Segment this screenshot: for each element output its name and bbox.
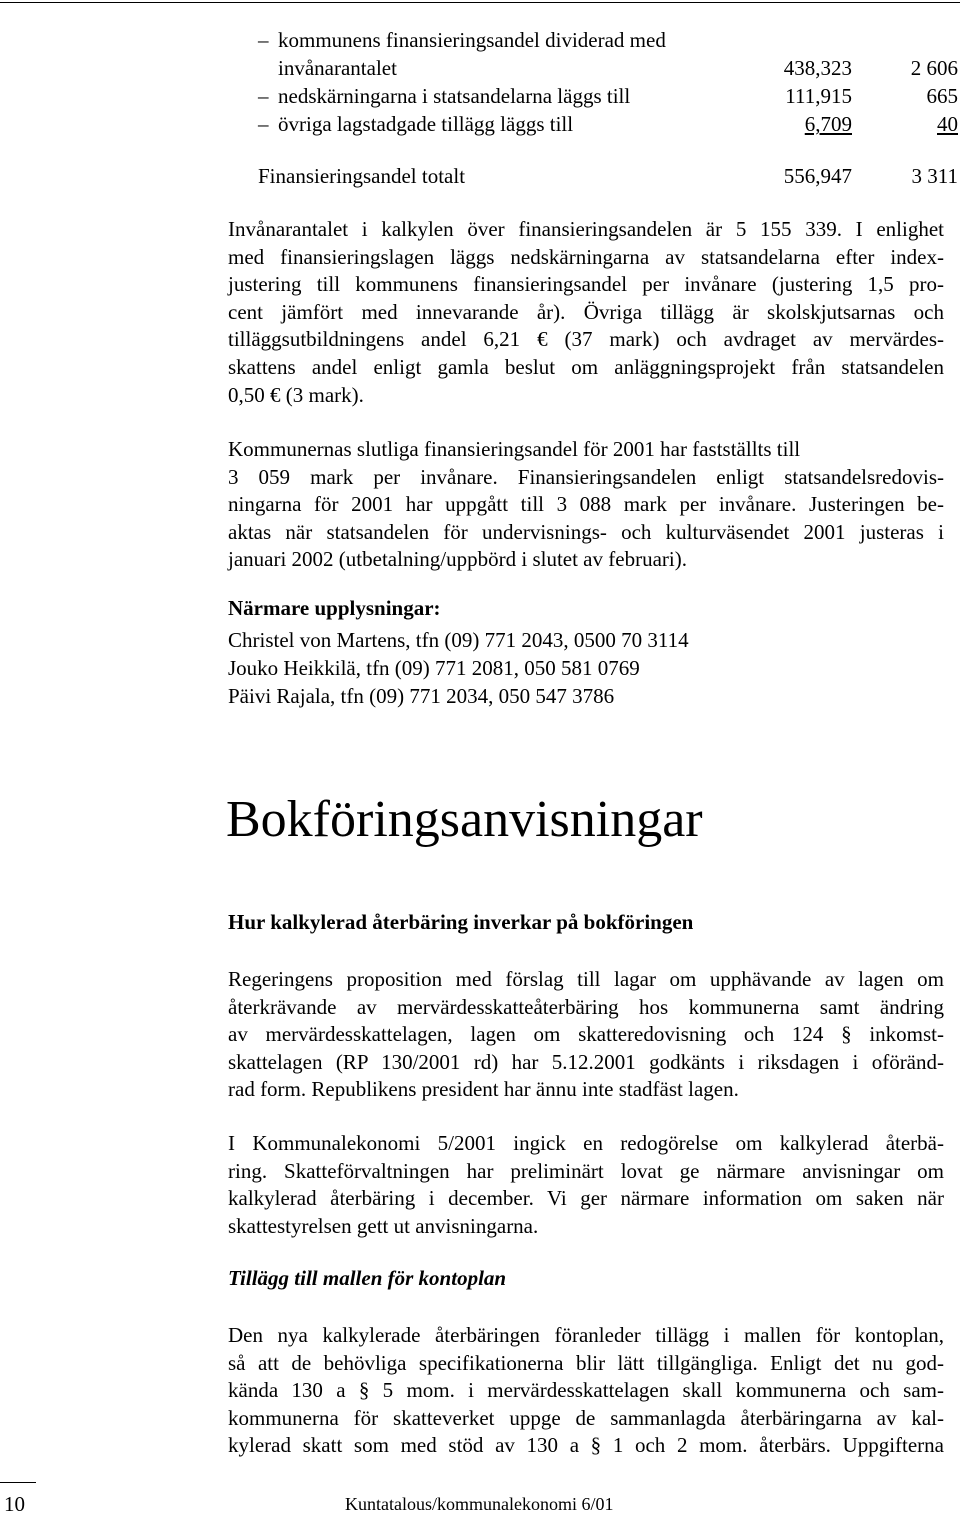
contact-line: Jouko Heikkilä, tfn (09) 771 2081, 050 581 0769 bbox=[228, 656, 640, 680]
paragraph-line: kommunerna för skatteverket uppge de sammanlagda återbäringarna av kal- bbox=[228, 1405, 944, 1430]
paragraph-line: skattelagen (RP 130/2001 rd) har 5.12.2001 godkänts i riksdagen i oföränd- bbox=[228, 1049, 944, 1074]
row-value-1: 6,709 bbox=[804, 112, 852, 136]
row-label: kommunens finansieringsandel dividerad med bbox=[278, 28, 666, 52]
paragraph-line: aktas när statsandelen för undervisnings- och kulturväsendet 2001 justeras i bbox=[228, 519, 944, 544]
paragraph-line: så att de behövliga specifikationerna blir lätt tillgängliga. Enligt det nu god- bbox=[228, 1350, 944, 1375]
paragraph-line: kylerad skatt som med stöd av 130 a § 1 och 2 mom. återbärs. Uppgifterna bbox=[228, 1433, 944, 1458]
paragraph-final-share bbox=[228, 436, 944, 574]
row-value-2: 2 606 bbox=[910, 56, 958, 80]
paragraph-line: skattestyrelsen gett ut anvisningarna. bbox=[228, 1213, 539, 1238]
paragraph-line: cent jämfört med innevarande år). Övriga tillägg är skolskjutsarnas och bbox=[228, 299, 944, 324]
footer-rule bbox=[0, 1482, 36, 1483]
paragraph-line: kända 130 a § 5 mom. i mervärdesskattelagen skall kommunerna och sam- bbox=[228, 1378, 944, 1403]
top-rule bbox=[0, 2, 960, 3]
paragraph-line: tilläggsutbildningens andel 6,21 € (37 mark) och avdraget av mervärdes- bbox=[228, 327, 944, 352]
section-subheading: Hur kalkylerad återbäring inverkar på bokföringen bbox=[228, 910, 694, 934]
row-dash: – bbox=[258, 112, 269, 136]
row-label: invånarantalet bbox=[278, 56, 397, 80]
total-value-1: 556,947 bbox=[783, 164, 852, 188]
paragraph-line: justering till kommunens finansieringsandel per invånare (justering 1,5 pro- bbox=[228, 272, 944, 297]
paragraph-line: januari 2002 (utbetalning/uppbörd i slutet av februari). bbox=[228, 547, 687, 572]
paragraph-line: Kommunernas slutliga finansieringsandel för 2001 har fastställts till bbox=[228, 437, 801, 461]
table-row bbox=[228, 26, 958, 54]
section-title: Bokföringsanvisningar bbox=[226, 791, 703, 848]
row-value-1: 111,915 bbox=[785, 84, 852, 108]
paragraph-account-template bbox=[228, 1322, 944, 1460]
contact-line: Päivi Rajala, tfn (09) 771 2034, 050 547 3786 bbox=[228, 684, 615, 708]
paragraph-line: ring. Skatteförvaltningen har preliminärt lovat ge närmare anvisningar om bbox=[228, 1158, 944, 1183]
paragraph-line: återkrävande av mervärdesskatteåterbäring hos kommunerna samt ändring bbox=[228, 994, 944, 1019]
paragraph-municipal-economy bbox=[228, 1130, 944, 1240]
publication-footer: Kuntatalous/kommunalekonomi 6/01 bbox=[345, 1494, 614, 1514]
row-label: övriga lagstadgade tillägg läggs till bbox=[278, 112, 574, 136]
row-dash: – bbox=[258, 28, 269, 52]
paragraph-line: I Kommunalekonomi 5/2001 ingick en redogörelse om kalkylerad återbä- bbox=[228, 1131, 944, 1155]
paragraph-population bbox=[228, 216, 944, 409]
paragraph-line: skattens andel enligt gamla beslut om anläggningsprojekt från statsandelen bbox=[228, 354, 944, 379]
paragraph-line: 0,50 € (3 mark). bbox=[228, 382, 364, 407]
page-number: 10 bbox=[4, 1492, 25, 1516]
paragraph-line: Den nya kalkylerade återbäringen föranleder tillägg i mallen för kontoplan, bbox=[228, 1323, 944, 1347]
row-value-1: 438,323 bbox=[783, 56, 852, 80]
row-value-2: 665 bbox=[926, 84, 958, 108]
table-row bbox=[228, 110, 958, 138]
total-label: Finansieringsandel totalt bbox=[258, 164, 466, 188]
table-row bbox=[228, 82, 958, 110]
paragraph-line: kalkylerad återbäring i december. Vi ger närmare information om saken när bbox=[228, 1186, 944, 1211]
paragraph-line: 3 059 mark per invånare. Finansieringsandelen enligt statsandelsredovis- bbox=[228, 464, 944, 489]
table-total-row bbox=[228, 162, 958, 190]
row-label: nedskärningarna i statsandelarna läggs till bbox=[278, 84, 631, 108]
paragraph-line: Regeringens proposition med förslag till lagar om upphävande av lagen om bbox=[228, 967, 944, 991]
table-row bbox=[228, 54, 958, 82]
paragraph-line: med finansieringslagen läggs nedskärningarna av statsandelarna efter index- bbox=[228, 244, 944, 269]
paragraph-line: ningarna för 2001 har uppgått till 3 088 mark per invånare. Justeringen be- bbox=[228, 492, 944, 517]
italic-subheading: Tillägg till mallen för kontoplan bbox=[228, 1266, 507, 1290]
contacts-heading: Närmare upplysningar: bbox=[228, 596, 441, 620]
paragraph-line: av mervärdesskattelagen, lagen om skatteredovisning och 124 § inkomst- bbox=[228, 1022, 944, 1047]
paragraph-line: Invånarantalet i kalkylen över finansieringsandelen är 5 155 339. I enlighet bbox=[228, 217, 944, 241]
row-value-2: 40 bbox=[937, 112, 958, 136]
paragraph-line: rad form. Republikens president har ännu inte stadfäst lagen. bbox=[228, 1077, 739, 1102]
row-dash: – bbox=[258, 84, 269, 108]
paragraph-proposition bbox=[228, 966, 944, 1104]
contact-line: Christel von Martens, tfn (09) 771 2043, 0500 70 3114 bbox=[228, 628, 689, 652]
total-value-2: 3 311 bbox=[911, 164, 958, 188]
